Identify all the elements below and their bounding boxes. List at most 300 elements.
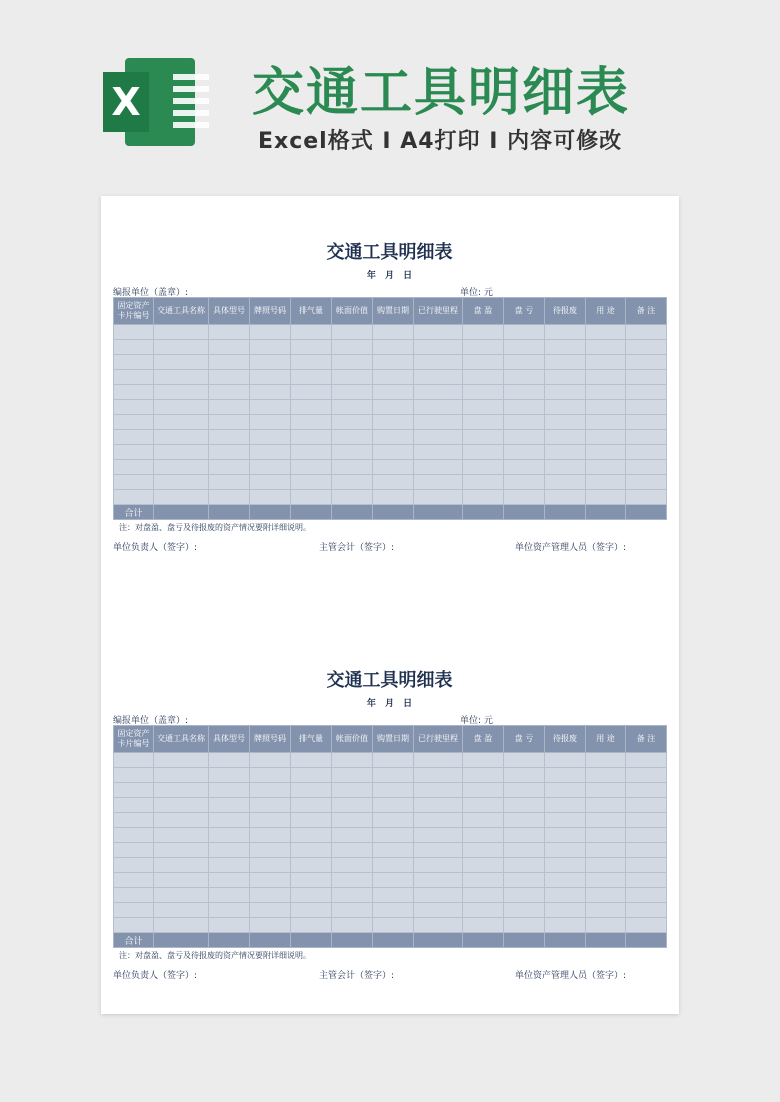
table-cell[interactable]: [114, 445, 154, 460]
table-cell[interactable]: [332, 888, 373, 903]
table-cell[interactable]: [209, 325, 250, 340]
table-cell[interactable]: [463, 445, 504, 460]
table-cell[interactable]: [504, 415, 545, 430]
table-cell[interactable]: [291, 783, 332, 798]
table-cell[interactable]: [504, 903, 545, 918]
table-cell[interactable]: [545, 490, 586, 505]
table-cell[interactable]: [209, 415, 250, 430]
table-cell[interactable]: [463, 355, 504, 370]
table-cell[interactable]: [586, 873, 626, 888]
total-cell[interactable]: [414, 933, 463, 948]
total-cell[interactable]: [586, 505, 626, 520]
total-cell[interactable]: [332, 933, 373, 948]
total-cell[interactable]: [373, 933, 414, 948]
table-cell[interactable]: [209, 903, 250, 918]
table-cell[interactable]: [545, 798, 586, 813]
table-cell[interactable]: [463, 415, 504, 430]
table-cell[interactable]: [209, 430, 250, 445]
table-cell[interactable]: [586, 340, 626, 355]
table-cell[interactable]: [154, 903, 209, 918]
table-cell[interactable]: [250, 415, 291, 430]
table-cell[interactable]: [291, 340, 332, 355]
table-cell[interactable]: [291, 768, 332, 783]
table-cell[interactable]: [463, 813, 504, 828]
table-cell[interactable]: [586, 918, 626, 933]
total-cell[interactable]: [154, 505, 209, 520]
table-cell[interactable]: [114, 888, 154, 903]
table-cell[interactable]: [154, 325, 209, 340]
table-cell[interactable]: [250, 768, 291, 783]
table-cell[interactable]: [291, 828, 332, 843]
table-cell[interactable]: [586, 430, 626, 445]
table-cell[interactable]: [414, 355, 463, 370]
table-cell[interactable]: [332, 475, 373, 490]
table-cell[interactable]: [626, 843, 667, 858]
total-cell[interactable]: [250, 933, 291, 948]
table-cell[interactable]: [209, 768, 250, 783]
table-cell[interactable]: [332, 490, 373, 505]
table-cell[interactable]: [545, 460, 586, 475]
table-cell[interactable]: [626, 445, 667, 460]
table-cell[interactable]: [504, 828, 545, 843]
table-cell[interactable]: [545, 828, 586, 843]
table-cell[interactable]: [586, 768, 626, 783]
table-cell[interactable]: [626, 430, 667, 445]
table-cell[interactable]: [414, 490, 463, 505]
table-cell[interactable]: [154, 370, 209, 385]
total-cell[interactable]: [209, 933, 250, 948]
table-cell[interactable]: [373, 370, 414, 385]
table-cell[interactable]: [291, 813, 332, 828]
table-cell[interactable]: [373, 873, 414, 888]
table-cell[interactable]: [154, 430, 209, 445]
table-cell[interactable]: [291, 355, 332, 370]
table-cell[interactable]: [586, 325, 626, 340]
table-cell[interactable]: [114, 385, 154, 400]
table-cell[interactable]: [463, 460, 504, 475]
total-cell[interactable]: [209, 505, 250, 520]
table-cell[interactable]: [626, 813, 667, 828]
table-cell[interactable]: [414, 873, 463, 888]
table-cell[interactable]: [414, 400, 463, 415]
table-cell[interactable]: [626, 460, 667, 475]
table-cell[interactable]: [504, 918, 545, 933]
table-cell[interactable]: [154, 490, 209, 505]
table-cell[interactable]: [291, 445, 332, 460]
table-cell[interactable]: [250, 385, 291, 400]
table-cell[interactable]: [504, 858, 545, 873]
table-cell[interactable]: [414, 903, 463, 918]
table-cell[interactable]: [209, 753, 250, 768]
table-cell[interactable]: [154, 445, 209, 460]
table-cell[interactable]: [154, 385, 209, 400]
table-cell[interactable]: [209, 828, 250, 843]
total-cell[interactable]: [504, 933, 545, 948]
table-cell[interactable]: [114, 858, 154, 873]
table-cell[interactable]: [114, 475, 154, 490]
table-cell[interactable]: [291, 325, 332, 340]
table-cell[interactable]: [332, 385, 373, 400]
table-cell[interactable]: [373, 753, 414, 768]
table-cell[interactable]: [626, 888, 667, 903]
total-cell[interactable]: [463, 933, 504, 948]
table-cell[interactable]: [586, 445, 626, 460]
table-cell[interactable]: [373, 355, 414, 370]
table-cell[interactable]: [545, 813, 586, 828]
table-cell[interactable]: [504, 753, 545, 768]
table-cell[interactable]: [114, 490, 154, 505]
table-cell[interactable]: [114, 813, 154, 828]
table-cell[interactable]: [626, 400, 667, 415]
table-cell[interactable]: [250, 445, 291, 460]
table-cell[interactable]: [209, 340, 250, 355]
table-cell[interactable]: [114, 873, 154, 888]
table-cell[interactable]: [114, 843, 154, 858]
table-cell[interactable]: [250, 813, 291, 828]
table-cell[interactable]: [332, 873, 373, 888]
table-cell[interactable]: [154, 415, 209, 430]
table-cell[interactable]: [463, 888, 504, 903]
table-cell[interactable]: [114, 430, 154, 445]
table-cell[interactable]: [414, 445, 463, 460]
table-cell[interactable]: [154, 460, 209, 475]
total-cell[interactable]: [291, 505, 332, 520]
table-cell[interactable]: [545, 888, 586, 903]
table-cell[interactable]: [250, 460, 291, 475]
total-cell[interactable]: [154, 933, 209, 948]
table-cell[interactable]: [504, 385, 545, 400]
table-cell[interactable]: [209, 355, 250, 370]
table-cell[interactable]: [250, 903, 291, 918]
table-cell[interactable]: [586, 783, 626, 798]
table-cell[interactable]: [626, 340, 667, 355]
table-cell[interactable]: [463, 325, 504, 340]
table-cell[interactable]: [332, 415, 373, 430]
table-cell[interactable]: [504, 798, 545, 813]
table-cell[interactable]: [463, 400, 504, 415]
table-cell[interactable]: [586, 370, 626, 385]
table-cell[interactable]: [250, 918, 291, 933]
table-cell[interactable]: [545, 858, 586, 873]
table-cell[interactable]: [626, 918, 667, 933]
total-cell[interactable]: [504, 505, 545, 520]
table-cell[interactable]: [626, 828, 667, 843]
table-cell[interactable]: [291, 415, 332, 430]
table-cell[interactable]: [545, 753, 586, 768]
table-cell[interactable]: [114, 325, 154, 340]
table-cell[interactable]: [114, 918, 154, 933]
table-cell[interactable]: [250, 370, 291, 385]
table-cell[interactable]: [209, 918, 250, 933]
table-cell[interactable]: [504, 843, 545, 858]
table-cell[interactable]: [209, 873, 250, 888]
table-cell[interactable]: [626, 490, 667, 505]
table-cell[interactable]: [154, 400, 209, 415]
table-cell[interactable]: [332, 340, 373, 355]
table-cell[interactable]: [586, 415, 626, 430]
table-cell[interactable]: [414, 325, 463, 340]
table-cell[interactable]: [504, 813, 545, 828]
table-cell[interactable]: [332, 753, 373, 768]
table-cell[interactable]: [114, 798, 154, 813]
table-cell[interactable]: [209, 858, 250, 873]
table-cell[interactable]: [626, 325, 667, 340]
table-cell[interactable]: [545, 445, 586, 460]
table-cell[interactable]: [291, 400, 332, 415]
table-cell[interactable]: [463, 768, 504, 783]
table-cell[interactable]: [250, 355, 291, 370]
table-cell[interactable]: [114, 903, 154, 918]
table-cell[interactable]: [373, 340, 414, 355]
table-cell[interactable]: [209, 783, 250, 798]
table-cell[interactable]: [586, 903, 626, 918]
table-cell[interactable]: [250, 783, 291, 798]
total-cell[interactable]: [545, 505, 586, 520]
table-cell[interactable]: [291, 858, 332, 873]
total-cell[interactable]: [626, 933, 667, 948]
table-cell[interactable]: [291, 460, 332, 475]
table-cell[interactable]: [114, 415, 154, 430]
total-cell[interactable]: [373, 505, 414, 520]
table-cell[interactable]: [250, 490, 291, 505]
table-cell[interactable]: [114, 460, 154, 475]
table-cell[interactable]: [332, 355, 373, 370]
table-cell[interactable]: [291, 843, 332, 858]
table-cell[interactable]: [504, 460, 545, 475]
table-cell[interactable]: [545, 325, 586, 340]
table-cell[interactable]: [463, 903, 504, 918]
table-cell[interactable]: [414, 340, 463, 355]
total-cell[interactable]: [250, 505, 291, 520]
table-cell[interactable]: [504, 768, 545, 783]
table-cell[interactable]: [545, 903, 586, 918]
table-cell[interactable]: [626, 798, 667, 813]
table-cell[interactable]: [414, 475, 463, 490]
table-cell[interactable]: [250, 400, 291, 415]
table-cell[interactable]: [545, 768, 586, 783]
table-cell[interactable]: [414, 813, 463, 828]
table-cell[interactable]: [414, 798, 463, 813]
total-cell[interactable]: [586, 933, 626, 948]
table-cell[interactable]: [545, 385, 586, 400]
table-cell[interactable]: [250, 888, 291, 903]
table-cell[interactable]: [154, 768, 209, 783]
table-cell[interactable]: [154, 888, 209, 903]
table-cell[interactable]: [154, 813, 209, 828]
table-cell[interactable]: [586, 843, 626, 858]
table-cell[interactable]: [373, 430, 414, 445]
table-cell[interactable]: [291, 753, 332, 768]
table-cell[interactable]: [373, 843, 414, 858]
table-cell[interactable]: [291, 385, 332, 400]
table-cell[interactable]: [586, 355, 626, 370]
table-cell[interactable]: [626, 903, 667, 918]
table-cell[interactable]: [414, 370, 463, 385]
table-cell[interactable]: [373, 460, 414, 475]
table-cell[interactable]: [545, 783, 586, 798]
table-cell[interactable]: [545, 873, 586, 888]
table-cell[interactable]: [209, 490, 250, 505]
table-cell[interactable]: [463, 828, 504, 843]
table-cell[interactable]: [586, 798, 626, 813]
table-cell[interactable]: [586, 385, 626, 400]
table-cell[interactable]: [373, 385, 414, 400]
table-cell[interactable]: [250, 475, 291, 490]
table-cell[interactable]: [291, 918, 332, 933]
table-cell[interactable]: [586, 828, 626, 843]
table-cell[interactable]: [291, 903, 332, 918]
table-cell[interactable]: [414, 858, 463, 873]
table-cell[interactable]: [504, 400, 545, 415]
table-cell[interactable]: [250, 828, 291, 843]
table-cell[interactable]: [504, 355, 545, 370]
table-cell[interactable]: [332, 768, 373, 783]
table-cell[interactable]: [414, 783, 463, 798]
table-cell[interactable]: [154, 475, 209, 490]
table-cell[interactable]: [414, 385, 463, 400]
table-cell[interactable]: [626, 370, 667, 385]
table-cell[interactable]: [463, 475, 504, 490]
table-cell[interactable]: [504, 475, 545, 490]
table-cell[interactable]: [373, 918, 414, 933]
table-cell[interactable]: [291, 798, 332, 813]
table-cell[interactable]: [291, 370, 332, 385]
table-cell[interactable]: [114, 753, 154, 768]
total-cell[interactable]: [332, 505, 373, 520]
table-cell[interactable]: [463, 858, 504, 873]
table-cell[interactable]: [332, 903, 373, 918]
table-cell[interactable]: [250, 340, 291, 355]
table-cell[interactable]: [373, 888, 414, 903]
table-cell[interactable]: [154, 798, 209, 813]
table-cell[interactable]: [414, 918, 463, 933]
table-cell[interactable]: [154, 753, 209, 768]
table-cell[interactable]: [545, 843, 586, 858]
table-cell[interactable]: [373, 783, 414, 798]
table-cell[interactable]: [114, 355, 154, 370]
table-cell[interactable]: [332, 370, 373, 385]
table-cell[interactable]: [209, 798, 250, 813]
table-cell[interactable]: [154, 873, 209, 888]
table-cell[interactable]: [209, 475, 250, 490]
table-cell[interactable]: [626, 753, 667, 768]
table-cell[interactable]: [250, 753, 291, 768]
table-cell[interactable]: [373, 768, 414, 783]
table-cell[interactable]: [209, 888, 250, 903]
table-cell[interactable]: [154, 783, 209, 798]
table-cell[interactable]: [463, 385, 504, 400]
table-cell[interactable]: [463, 798, 504, 813]
table-cell[interactable]: [586, 400, 626, 415]
table-cell[interactable]: [373, 798, 414, 813]
table-cell[interactable]: [414, 888, 463, 903]
table-cell[interactable]: [586, 813, 626, 828]
table-cell[interactable]: [626, 873, 667, 888]
table-cell[interactable]: [463, 370, 504, 385]
table-cell[interactable]: [332, 783, 373, 798]
table-cell[interactable]: [373, 475, 414, 490]
table-cell[interactable]: [114, 370, 154, 385]
table-cell[interactable]: [545, 415, 586, 430]
total-cell[interactable]: [414, 505, 463, 520]
table-cell[interactable]: [586, 490, 626, 505]
table-cell[interactable]: [414, 843, 463, 858]
table-cell[interactable]: [332, 430, 373, 445]
total-cell[interactable]: [545, 933, 586, 948]
table-cell[interactable]: [154, 858, 209, 873]
table-cell[interactable]: [373, 325, 414, 340]
table-cell[interactable]: [414, 828, 463, 843]
table-cell[interactable]: [414, 415, 463, 430]
table-cell[interactable]: [332, 813, 373, 828]
table-cell[interactable]: [545, 400, 586, 415]
table-cell[interactable]: [291, 430, 332, 445]
table-cell[interactable]: [209, 813, 250, 828]
table-cell[interactable]: [463, 340, 504, 355]
table-cell[interactable]: [373, 813, 414, 828]
table-cell[interactable]: [209, 370, 250, 385]
table-cell[interactable]: [373, 445, 414, 460]
table-cell[interactable]: [545, 355, 586, 370]
table-cell[interactable]: [626, 475, 667, 490]
table-cell[interactable]: [332, 798, 373, 813]
table-cell[interactable]: [154, 340, 209, 355]
table-cell[interactable]: [250, 858, 291, 873]
table-cell[interactable]: [626, 385, 667, 400]
table-cell[interactable]: [463, 753, 504, 768]
table-cell[interactable]: [414, 753, 463, 768]
table-cell[interactable]: [332, 843, 373, 858]
table-cell[interactable]: [209, 460, 250, 475]
table-cell[interactable]: [414, 430, 463, 445]
table-cell[interactable]: [250, 325, 291, 340]
table-cell[interactable]: [626, 783, 667, 798]
table-cell[interactable]: [250, 873, 291, 888]
table-cell[interactable]: [114, 768, 154, 783]
table-cell[interactable]: [114, 340, 154, 355]
table-cell[interactable]: [504, 340, 545, 355]
table-cell[interactable]: [586, 753, 626, 768]
table-cell[interactable]: [504, 783, 545, 798]
table-cell[interactable]: [332, 858, 373, 873]
table-cell[interactable]: [586, 475, 626, 490]
table-cell[interactable]: [250, 430, 291, 445]
table-cell[interactable]: [463, 783, 504, 798]
table-cell[interactable]: [373, 858, 414, 873]
table-cell[interactable]: [504, 888, 545, 903]
table-cell[interactable]: [332, 918, 373, 933]
table-cell[interactable]: [291, 873, 332, 888]
table-cell[interactable]: [504, 325, 545, 340]
table-cell[interactable]: [545, 918, 586, 933]
table-cell[interactable]: [463, 490, 504, 505]
table-cell[interactable]: [332, 460, 373, 475]
table-cell[interactable]: [114, 828, 154, 843]
table-cell[interactable]: [504, 430, 545, 445]
total-cell[interactable]: [626, 505, 667, 520]
table-cell[interactable]: [209, 843, 250, 858]
table-cell[interactable]: [154, 918, 209, 933]
table-cell[interactable]: [626, 355, 667, 370]
table-cell[interactable]: [504, 873, 545, 888]
total-cell[interactable]: [291, 933, 332, 948]
table-cell[interactable]: [504, 445, 545, 460]
table-cell[interactable]: [114, 400, 154, 415]
table-cell[interactable]: [250, 798, 291, 813]
table-cell[interactable]: [586, 888, 626, 903]
table-cell[interactable]: [373, 400, 414, 415]
table-cell[interactable]: [373, 828, 414, 843]
